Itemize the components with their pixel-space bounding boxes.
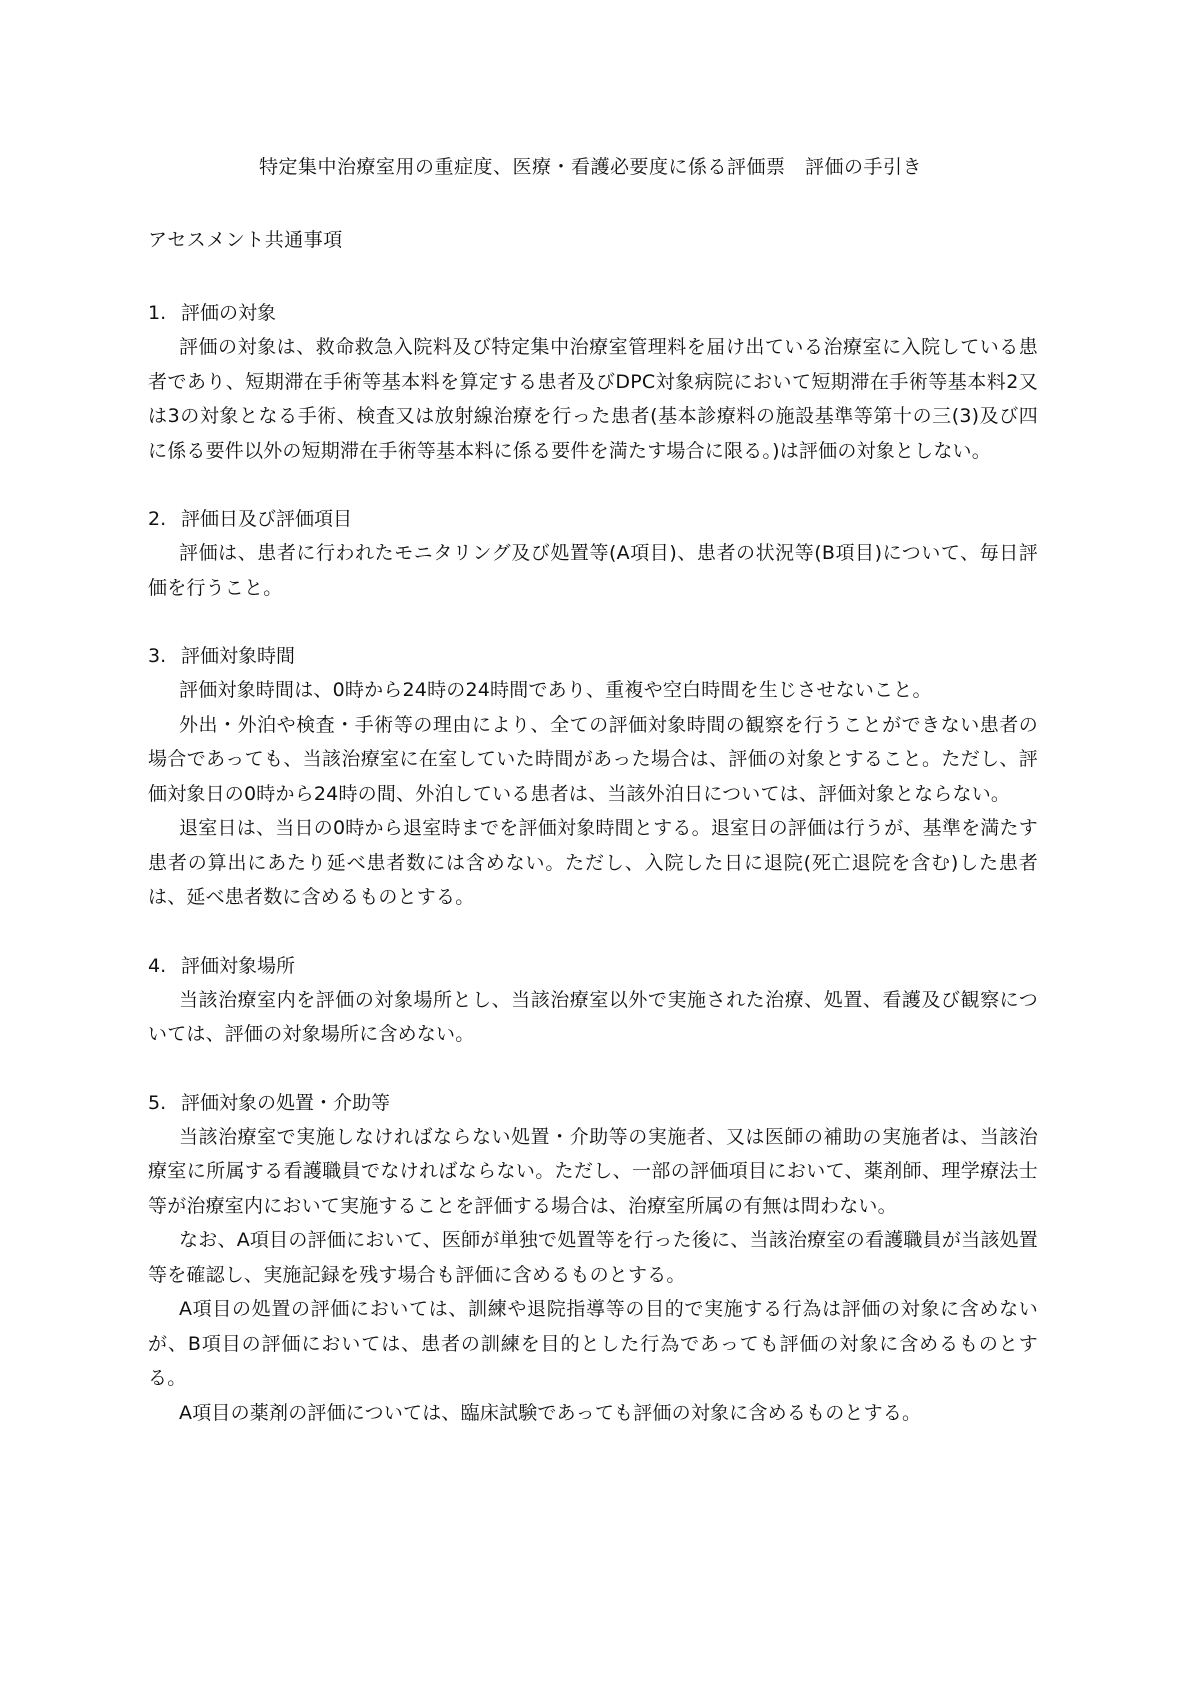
section-number: 3.: [148, 645, 167, 667]
section-2: [148, 502, 1038, 605]
section-heading: [148, 949, 1038, 983]
document-subtitle: アセスメント共通事項: [148, 229, 343, 251]
section-1: [148, 296, 1038, 468]
section-paragraph: 退室日は、当日の0時から退室時までを評価対象時間とする。退室日の評価は行うが、基準を満たす患者の算出にあたり延べ患者数には含めない。ただし、入院した日に退院(死亡退院を含む)した患者は、延べ患者数に含めるものとする。: [148, 817, 1038, 908]
section-paragraph: 当該治療室で実施しなければならない処置・介助等の実施者、又は医師の補助の実施者は、当該治療室に所属する看護職員でなければならない。ただし、一部の評価項目において、薬剤師、理学療法士等が治療室内において実施することを評価する場合は、治療室所属の有無は問わない。: [148, 1125, 1038, 1217]
section-title: 評価日及び評価項目: [181, 508, 353, 530]
section-paragraph: 評価対象時間は、0時から24時の24時間であり、重複や空白時間を生じさせないこと。: [179, 679, 932, 701]
section-title: 評価対象場所: [181, 954, 296, 977]
section-paragraph: A項目の処置の評価においては、訓練や退院指導等の目的で実施する行為は評価の対象に含めないが、B項目の評価においては、患者の訓練を目的とした行為であっても評価の対象に含めるものとする。: [148, 1298, 1038, 1389]
section-paragraph: 当該治療室内を評価の対象場所とし、当該治療室以外で実施された治療、処置、看護及び観察については、評価の対象場所に含めない。: [148, 988, 1038, 1045]
document-title: 特定集中治療室用の重症度、医療・看護必要度に係る評価票 評価の手引き: [258, 156, 922, 178]
section-number: 2.: [148, 508, 167, 530]
section-heading: [148, 502, 1038, 536]
document-body: [148, 296, 1038, 1464]
section-paragraph: 評価の対象は、救命救急入院料及び特定集中治療室管理料を届け出ている治療室に入院している患者であり、短期滞在手術等基本料を算定する患者及びDPC対象病院において短期滞在手術等基本料2又は3の対象となる手術、検査又は放射線治療を行った患者(基本診療料の施設基準等第十の三(3)及び四に係る要件以外の短期滞在手術等基本料に係る要件を満たす場合に限る。)は評価の対象としない。: [148, 336, 1038, 462]
section-title: 評価の対象: [181, 302, 277, 324]
section-heading: [148, 1086, 1038, 1120]
section-number: 1.: [148, 302, 167, 324]
section-paragraph: 評価は、患者に行われたモニタリング及び処置等(A項目)、患者の状況等(B項目)について、毎日評価を行うこと。: [148, 542, 1038, 599]
section-4: [148, 949, 1038, 1052]
section-paragraph: 外出・外泊や検査・手術等の理由により、全ての評価対象時間の観察を行うことができない患者の場合であっても、当該治療室に在室していた時間があった場合は、評価の対象とすること。ただし、評価対象日の0時から24時の間、外泊している患者は、当該外泊日については、評価対象とならない。: [148, 713, 1038, 805]
section-heading: [148, 296, 1038, 330]
section-paragraph: A項目の薬剤の評価については、臨床試験であっても評価の対象に含めるものとする。: [179, 1401, 922, 1424]
section-number: 5.: [148, 1091, 167, 1114]
section-paragraph: なお、A項目の評価において、医師が単独で処置等を行った後に、当該治療室の看護職員が当該処置等を確認し、実施記録を残す場合も評価に含めるものとする。: [148, 1229, 1038, 1286]
section-title: 評価対象時間: [181, 645, 296, 667]
section-heading: [148, 639, 1038, 673]
section-title: 評価対象の処置・介助等: [181, 1091, 391, 1114]
section-number: 4.: [148, 954, 167, 977]
section-3: [148, 639, 1038, 915]
section-5: [148, 1086, 1038, 1431]
